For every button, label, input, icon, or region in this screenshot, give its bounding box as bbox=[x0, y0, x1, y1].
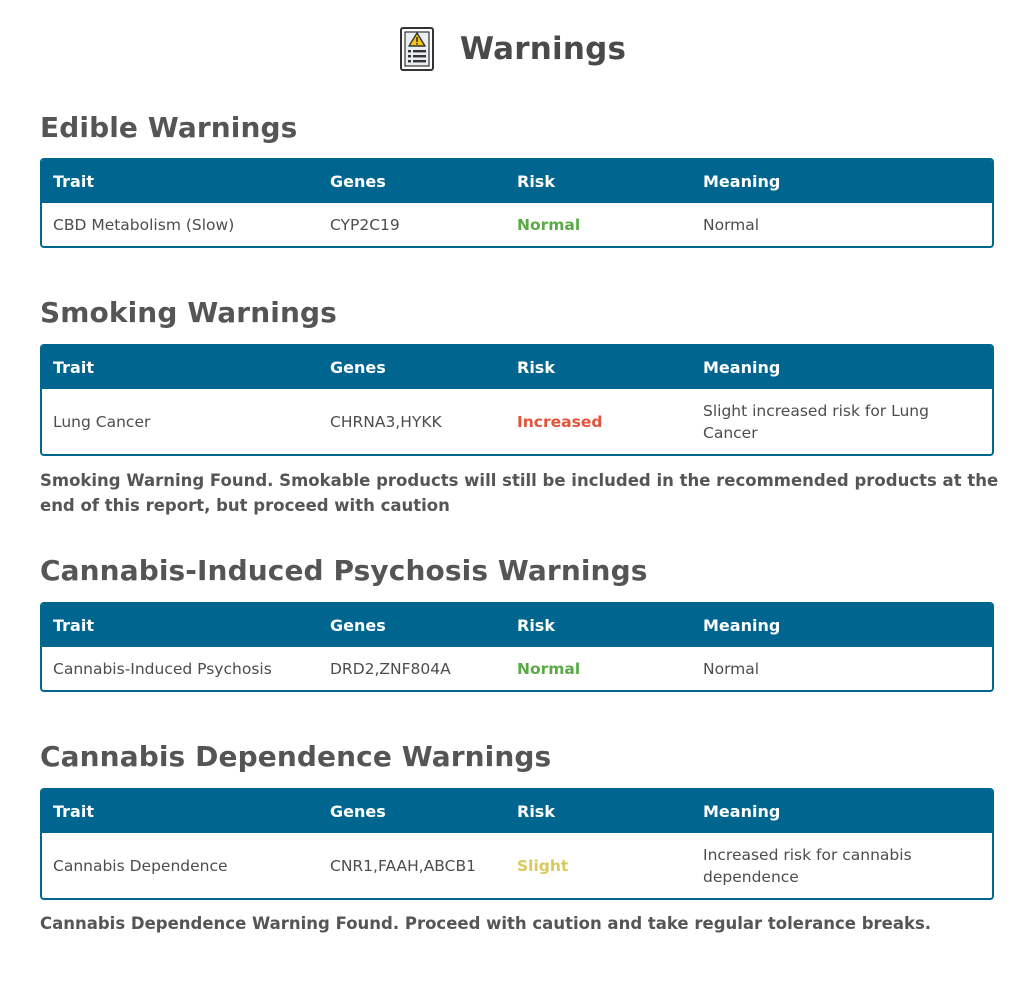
cell-trait: Cannabis Dependence bbox=[53, 856, 228, 875]
dependence-warning-note: Cannabis Dependence Warning Found. Proceed with caution and take regular tolerance breaks. bbox=[40, 914, 932, 933]
smoking-warning-note: Smoking Warning Found. Smokable products will still be included in the recommended products at the end of this report, but proceed with caution bbox=[40, 471, 999, 515]
table-row bbox=[42, 647, 992, 690]
section-title-dependence: Cannabis Dependence Warnings bbox=[40, 740, 552, 773]
table-row bbox=[42, 833, 992, 898]
column-header-trait: Trait bbox=[53, 358, 94, 377]
cell-genes: CHRNA3,HYKK bbox=[330, 412, 442, 431]
table-header bbox=[42, 790, 992, 833]
table-smoking-warnings bbox=[40, 344, 994, 456]
cell-genes: CYP2C19 bbox=[330, 215, 400, 234]
table-edible-warnings bbox=[40, 158, 994, 248]
column-header-trait: Trait bbox=[53, 172, 94, 191]
table-psychosis-warnings bbox=[40, 602, 994, 692]
section-title-smoking: Smoking Warnings bbox=[40, 296, 337, 329]
risk-badge: Increased bbox=[517, 412, 603, 431]
table-header bbox=[42, 346, 992, 389]
document-warning-icon bbox=[398, 26, 436, 72]
cell-trait: CBD Metabolism (Slow) bbox=[53, 215, 235, 234]
section-title-psychosis: Cannabis-Induced Psychosis Warnings bbox=[40, 554, 648, 587]
table-row bbox=[42, 203, 992, 246]
table-row bbox=[42, 389, 992, 454]
column-header-risk: Risk bbox=[517, 616, 555, 635]
column-header-meaning: Meaning bbox=[703, 172, 781, 191]
column-header-genes: Genes bbox=[330, 358, 386, 377]
table-dependence-warnings bbox=[40, 788, 994, 900]
risk-badge: Normal bbox=[517, 659, 581, 678]
page-title: Warnings bbox=[459, 31, 627, 67]
cell-genes: CNR1,FAAH,ABCB1 bbox=[330, 856, 476, 875]
cell-trait: Lung Cancer bbox=[53, 412, 151, 431]
section-title-edible: Edible Warnings bbox=[40, 111, 298, 144]
column-header-trait: Trait bbox=[53, 616, 94, 635]
column-header-risk: Risk bbox=[517, 358, 555, 377]
cell-meaning: Increased risk for cannabis dependence bbox=[703, 845, 912, 886]
page-header bbox=[0, 22, 1024, 76]
table-header bbox=[42, 604, 992, 647]
column-header-trait: Trait bbox=[53, 802, 94, 821]
column-header-risk: Risk bbox=[517, 802, 555, 821]
column-header-meaning: Meaning bbox=[703, 802, 781, 821]
cell-meaning: Slight increased risk for Lung Cancer bbox=[703, 401, 929, 442]
cell-meaning: Normal bbox=[703, 215, 760, 234]
column-header-genes: Genes bbox=[330, 802, 386, 821]
column-header-meaning: Meaning bbox=[703, 358, 781, 377]
column-header-genes: Genes bbox=[330, 172, 386, 191]
column-header-genes: Genes bbox=[330, 616, 386, 635]
cell-trait: Cannabis-Induced Psychosis bbox=[53, 659, 272, 678]
risk-badge: Normal bbox=[517, 215, 581, 234]
risk-badge: Slight bbox=[517, 856, 569, 875]
cell-meaning: Normal bbox=[703, 659, 760, 678]
column-header-risk: Risk bbox=[517, 172, 555, 191]
table-header bbox=[42, 160, 992, 203]
column-header-meaning: Meaning bbox=[703, 616, 781, 635]
cell-genes: DRD2,ZNF804A bbox=[330, 659, 451, 678]
